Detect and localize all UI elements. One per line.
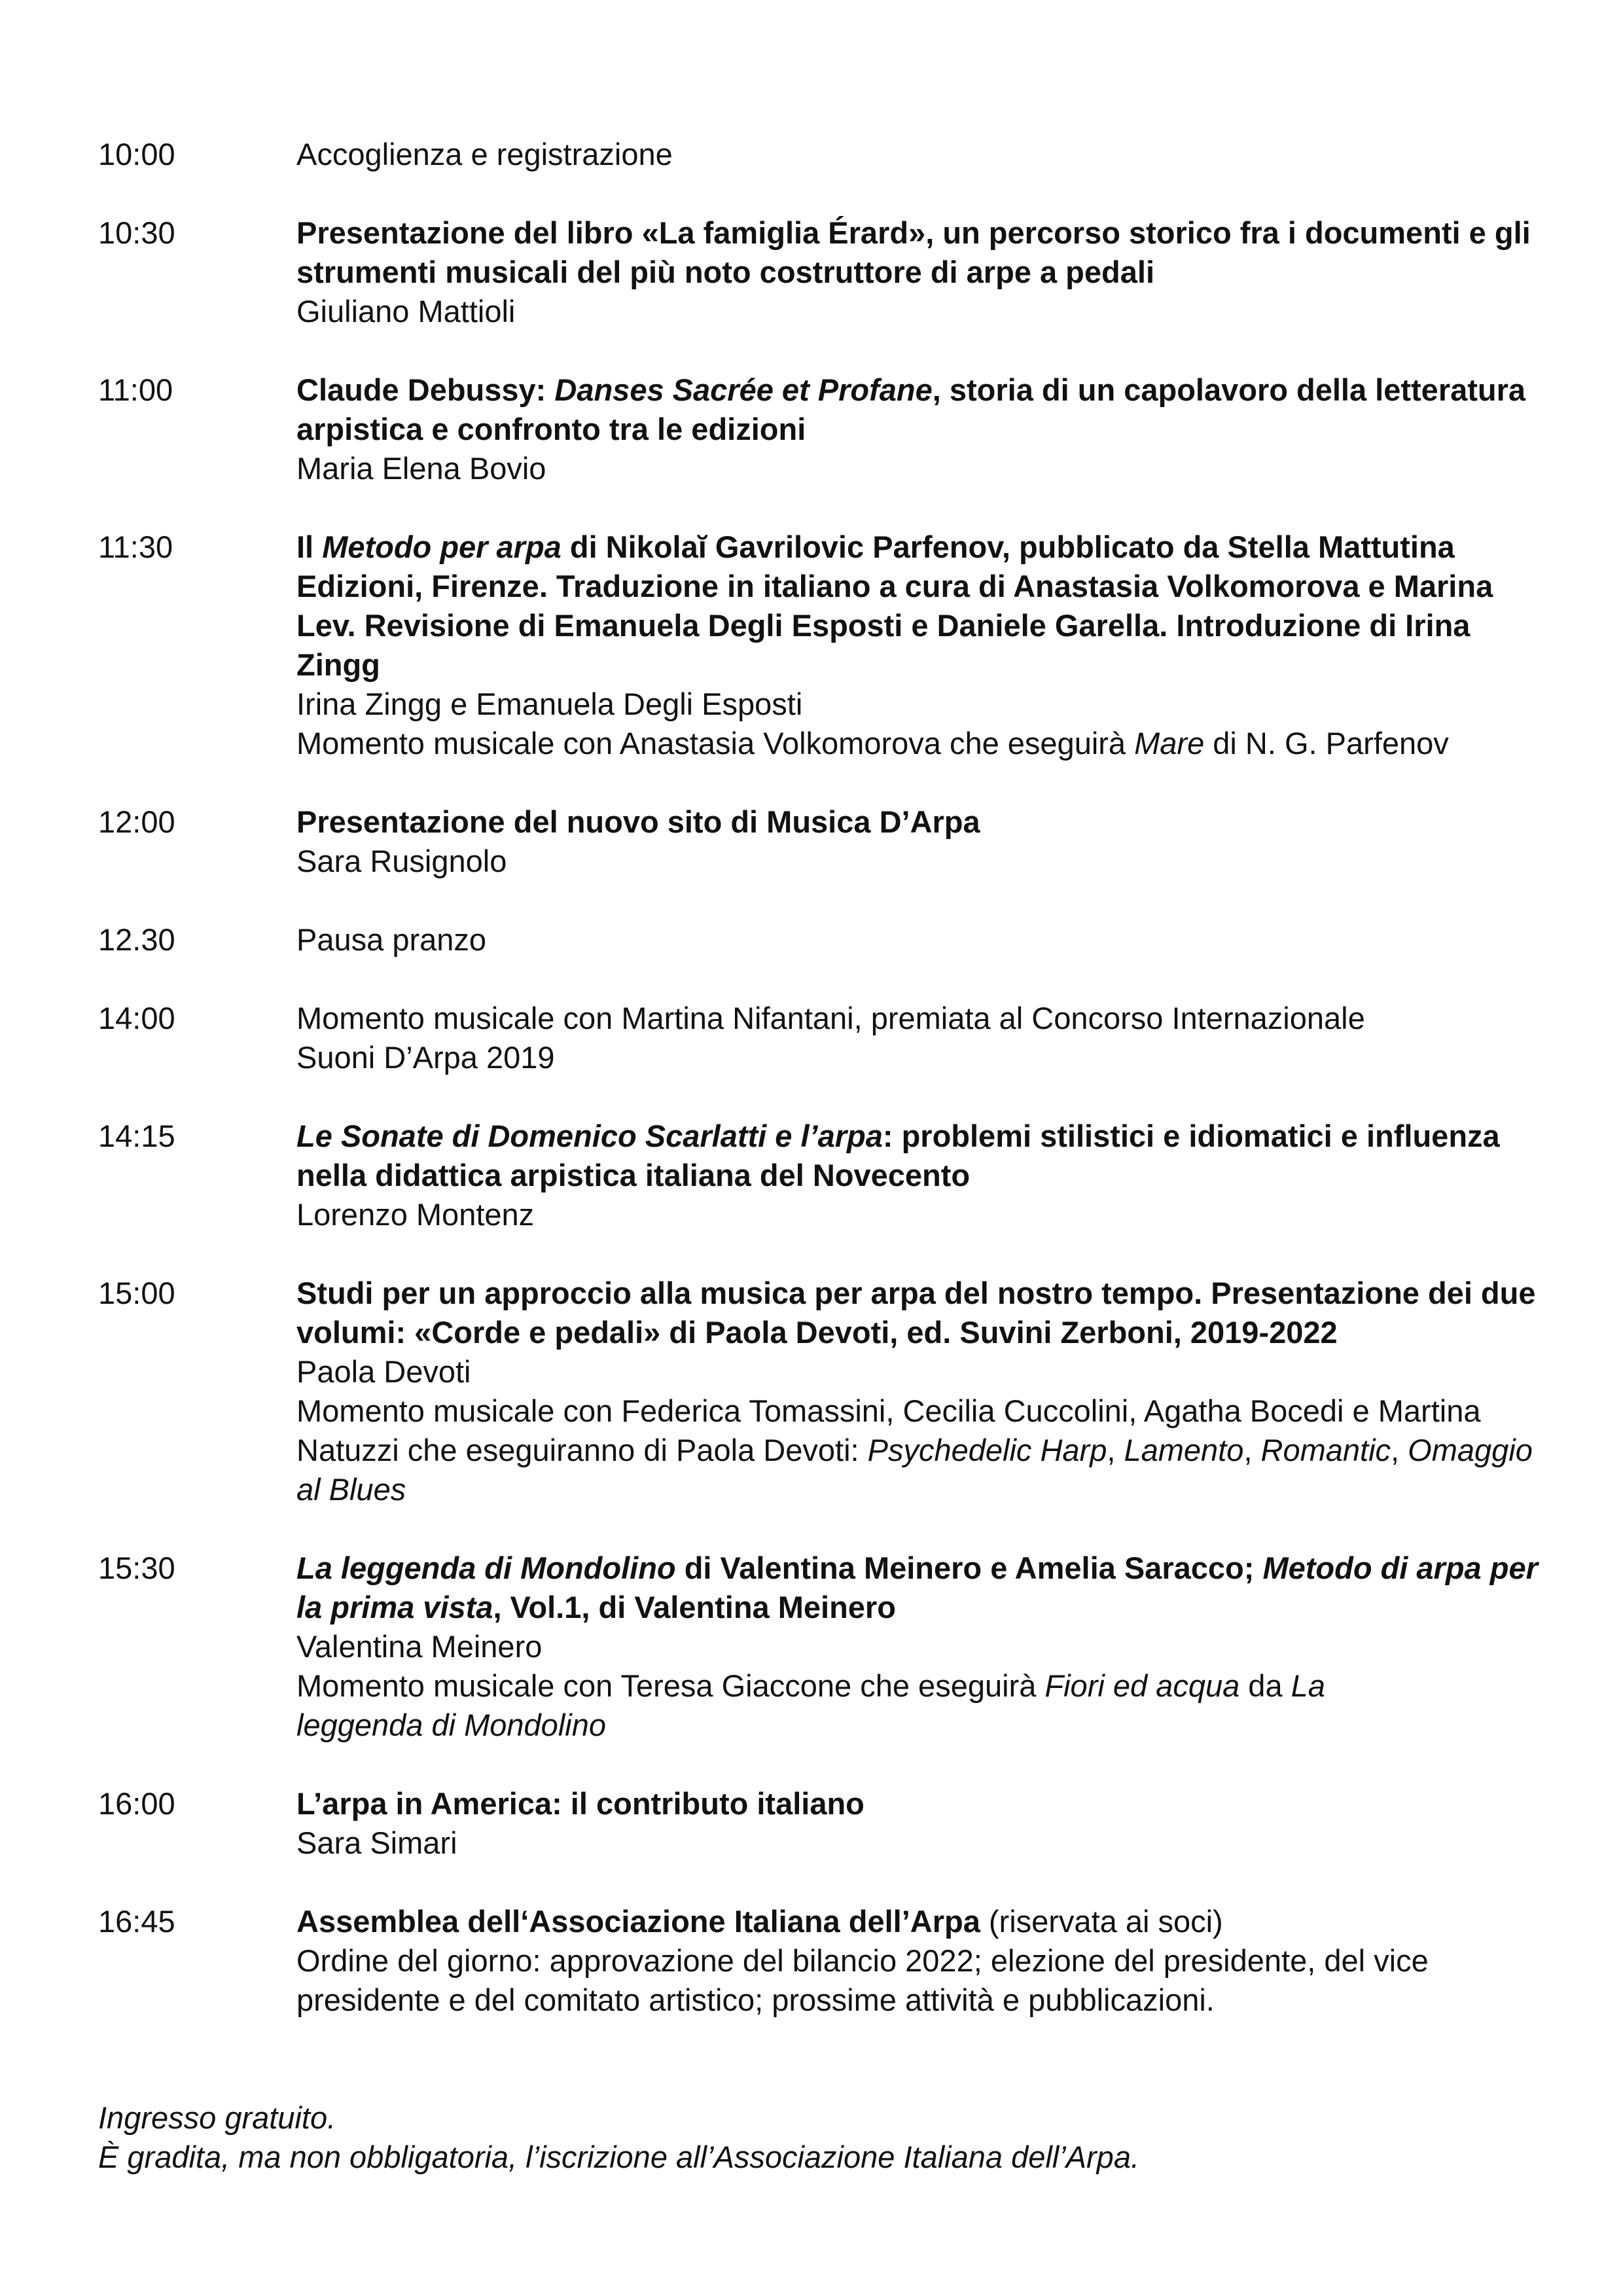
schedule-entry <box>98 1549 1551 1745</box>
entry-time: 15:00 <box>98 1276 175 1310</box>
entry-title <box>296 370 1551 449</box>
entry-content <box>296 999 1551 1077</box>
entry-speaker: Lorenzo Montenz <box>296 1197 535 1232</box>
title-work-name: Le Sonate di Domenico Scarlatti e l’arpa <box>296 1119 883 1153</box>
schedule-list <box>98 135 1551 2059</box>
note-work-name: Mare <box>1134 726 1205 761</box>
entry-note <box>296 724 1551 763</box>
entry-speaker: Valentina Meinero <box>296 1629 543 1664</box>
entry-time: 11:30 <box>98 529 173 564</box>
entry-title <box>296 802 1551 842</box>
note-work-name: Lamento <box>1124 1433 1244 1467</box>
title-part: Presentazione del nuovo sito di Musica D’Arpa <box>296 804 980 839</box>
entry-content <box>296 1274 1551 1509</box>
entry-title <box>296 1549 1551 1627</box>
title-part: Claude Debussy: <box>296 372 555 407</box>
note-work-name: Fiori ed acqua <box>1044 1668 1240 1703</box>
title-part: di Valentina Meinero e Amelia Saracco; <box>675 1551 1263 1585</box>
schedule-entry <box>98 802 1551 881</box>
note-part: Momento musicale con Federica Tomassini, Cecilia Cuccolini, Agatha Bocedi e Martina Natuzzi che eseguiranno di Paola Devoti: <box>296 1393 1481 1467</box>
title-part-italic <box>554 372 932 407</box>
footer-line-membership: È gradita, ma non obbligatoria, l’iscrizione all’Associazione Italiana dell’Arpa. <box>98 2140 1140 2174</box>
entry-content <box>296 1549 1551 1745</box>
title-work-name: Metodo per arpa <box>322 529 562 564</box>
entry-content <box>296 920 1551 960</box>
entry-title <box>296 1784 1551 1823</box>
title-part-italic <box>296 1119 883 1153</box>
title-part: Studi per un approccio alla musica per arpa del nostro tempo. Presentazione dei due volumi: «Corde e pedali» di Paola Devoti, ed. Suvini Zerboni, 2019-2022 <box>296 1276 1536 1350</box>
title-suffix: (riservata ai soci) <box>980 1904 1223 1939</box>
entry-content <box>296 135 1551 174</box>
entry-content <box>296 528 1551 763</box>
entry-note <box>296 1941 1551 2020</box>
footer-notes <box>98 2098 1551 2177</box>
schedule-entry <box>98 528 1551 763</box>
entry-speaker: Sara Simari <box>296 1825 457 1860</box>
note-part: Momento musicale con Anastasia Volkomorova che eseguirà <box>296 726 1135 761</box>
title-part: di Nikolaĭ Gavrilovic Parfenov, pubblicato da Stella Mattutina Edizioni, Firenze. Traduzione in italiano a cura di Anastasia Volkomorova e Marina Lev. Revisione di Emanuela Degli Esposti e Daniele Garella. Introduzione di Irina Zingg <box>296 529 1493 682</box>
entry-content <box>296 1784 1551 1863</box>
note-part: di N. G. Parfenov <box>1204 726 1449 761</box>
entry-time: 14:15 <box>98 1119 175 1153</box>
entry-content <box>296 213 1551 331</box>
entry-text: Accoglienza e registrazione <box>296 137 673 171</box>
entry-text: Pausa pranzo <box>296 922 487 957</box>
entry-title <box>296 528 1551 685</box>
footer-line-admission: Ingresso gratuito. <box>98 2100 336 2135</box>
title-part: : problemi stilistici e idiomatici e influenza nella didattica arpistica italiana del Novecento <box>296 1119 1500 1193</box>
entry-speaker: Irina Zingg e Emanuela Degli Esposti <box>296 687 803 721</box>
schedule-entry <box>98 1117 1551 1234</box>
note-part: Momento musicale con Teresa Giaccone che eseguirà <box>296 1668 1045 1703</box>
entry-content <box>296 1902 1551 2020</box>
entry-speaker: Giuliano Mattioli <box>296 294 516 329</box>
schedule-entry <box>98 135 1551 174</box>
entry-title <box>296 1117 1551 1195</box>
note-part: , <box>1391 1433 1408 1467</box>
note-part: Ordine del giorno: approvazione del bilancio 2022; elezione del presidente, del vice presidente e del comitato artistico; prossime attività e pubblicazioni. <box>296 1943 1429 2017</box>
entry-time: 10:30 <box>98 215 175 250</box>
title-part: Il <box>296 529 323 564</box>
entry-speaker: Maria Elena Bovio <box>296 451 546 486</box>
entry-title <box>296 213 1551 292</box>
title-part: , Vol.1, di Valentina Meinero <box>493 1590 896 1624</box>
title-part-italic <box>322 529 562 564</box>
schedule-entry <box>98 999 1551 1077</box>
note-work-name: Omaggio al Blues <box>296 1433 1533 1507</box>
schedule-entry <box>98 1784 1551 1863</box>
title-part: Presentazione del libro «La famiglia Érard», un percorso storico fra i documenti e gli strumenti musicali del più noto costruttore di arpe a pedali <box>296 215 1531 289</box>
entry-time: 16:45 <box>98 1904 175 1939</box>
entry-time: 10:00 <box>98 137 175 171</box>
note-part: da <box>1240 1668 1291 1703</box>
entry-time: 12.30 <box>98 922 175 957</box>
entry-title <box>296 1274 1551 1352</box>
entry-speaker: Paola Devoti <box>296 1354 471 1389</box>
entry-note <box>296 1666 1551 1745</box>
note-work-name: Romantic <box>1260 1433 1391 1467</box>
entry-text: Momento musicale con Martina Nifantani, premiata al Concorso Internazionale Suoni D’Arpa 2019 <box>296 1001 1365 1075</box>
entry-content <box>296 1117 1551 1234</box>
note-part: , <box>1243 1433 1261 1467</box>
entry-time: 15:30 <box>98 1551 175 1585</box>
entry-time: 11:00 <box>98 372 173 407</box>
schedule-entry <box>98 1274 1551 1509</box>
schedule-entry <box>98 920 1551 960</box>
title-part: , storia di un capolavoro della letteratura arpistica e confronto tra le edizioni <box>296 372 1526 446</box>
entry-content <box>296 370 1551 488</box>
entry-note <box>296 1391 1551 1509</box>
note-work-name: La leggenda di Mondolino <box>296 1668 1325 1742</box>
schedule-entry <box>98 370 1551 488</box>
entry-time: 14:00 <box>98 1001 175 1035</box>
note-part: , <box>1107 1433 1124 1467</box>
title-work-name: La leggenda di Mondolino <box>296 1551 676 1585</box>
title-part-italic <box>296 1551 676 1585</box>
title-work-name: Metodo di arpa per la prima vista <box>296 1551 1538 1624</box>
entry-title <box>296 1902 1551 1941</box>
schedule-entry <box>98 1902 1551 2020</box>
title-work-name: Danses Sacrée et Profane <box>554 372 933 407</box>
note-work-name: Psychedelic Harp <box>867 1433 1107 1467</box>
schedule-entry <box>98 213 1551 331</box>
title-part: Assemblea dell‘Associazione Italiana dell’Arpa <box>296 1904 980 1939</box>
entry-content <box>296 802 1551 881</box>
entry-time: 12:00 <box>98 804 175 839</box>
entry-speaker: Sara Rusignolo <box>296 844 507 878</box>
entry-time: 16:00 <box>98 1786 175 1821</box>
title-part: L’arpa in America: il contributo italiano <box>296 1786 865 1821</box>
